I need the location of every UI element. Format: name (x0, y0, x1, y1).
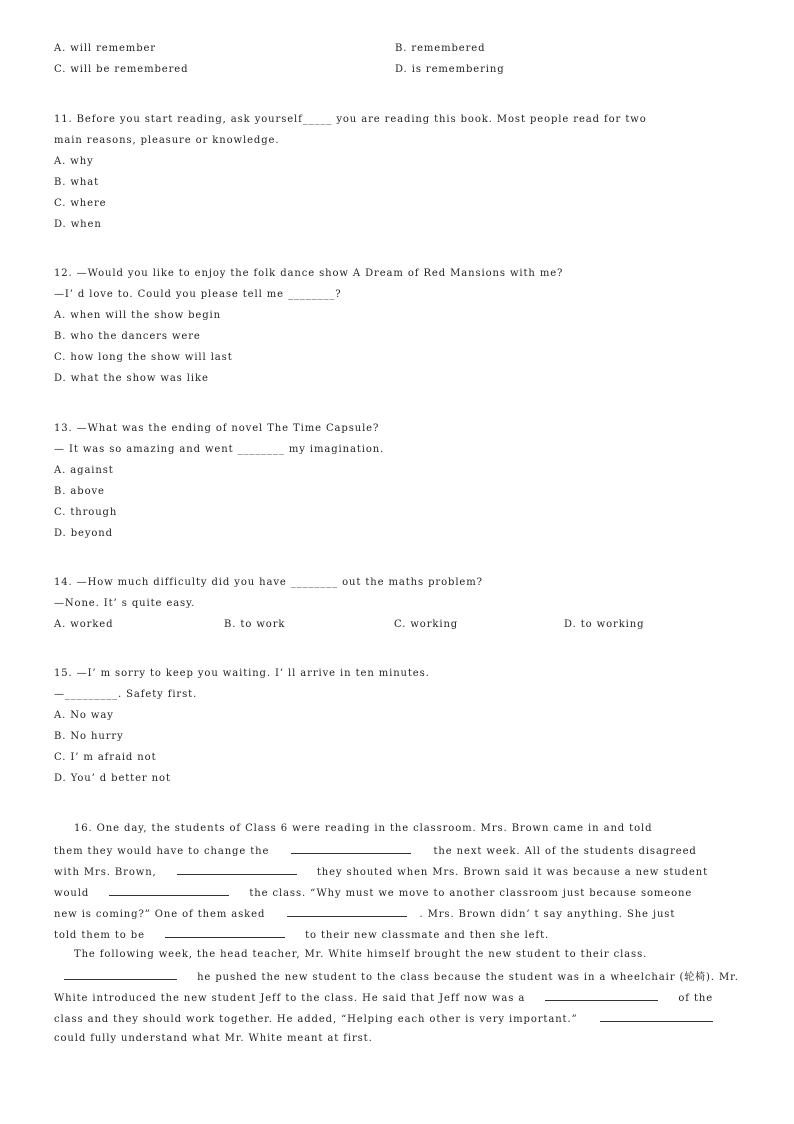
q16-text: of the (678, 993, 714, 1004)
q16-text: he pushed the new student to the class because the student was in a wheelchair (轮椅). Mr. (197, 972, 739, 983)
q16-blank-4[interactable] (287, 906, 407, 917)
q16-paragraph-1-line-3 (54, 864, 708, 880)
q16-paragraph-1-line-4 (54, 885, 692, 901)
q10-option-d: D. is remembering (395, 64, 505, 75)
q15-option-b: B. No hurry (54, 731, 124, 742)
q16-paragraph-2-line-1: The following week, the head teacher, Mr. White himself brought the new student to their class. (74, 949, 648, 960)
q16-blank-5[interactable] (165, 927, 285, 938)
q16-paragraph-2-line-2 (64, 969, 739, 985)
q11-stem-line-1: 11. Before you start reading, ask yourself_____ you are reading this book. Most people read for two (54, 114, 647, 125)
q10-option-a: A. will remember (54, 43, 156, 54)
q13-stem-line-1: 13. —What was the ending of novel The Time Capsule? (54, 423, 380, 434)
q11-option-d: D. when (54, 219, 102, 230)
q16-paragraph-1-line-5 (54, 906, 675, 922)
q16-text: . Mrs. Brown didn’ t say anything. She just (419, 909, 676, 920)
q14-option-d: D. to working (564, 619, 645, 630)
q16-text: class and they should work together. He added, “Helping each other is very important.” (54, 1014, 578, 1025)
q16-paragraph-2-line-3 (54, 990, 713, 1006)
q15-option-c: C. I’ m afraid not (54, 752, 157, 763)
q16-paragraph-2-line-4 (54, 1011, 713, 1027)
q11-option-c: C. where (54, 198, 107, 209)
q16-text: with Mrs. Brown, (54, 867, 157, 878)
q16-blank-3[interactable] (109, 885, 229, 896)
q15-option-a: A. No way (54, 710, 114, 721)
q13-option-c: C. through (54, 507, 118, 518)
q13-option-d: D. beyond (54, 528, 113, 539)
q16-blank-8[interactable] (600, 1011, 713, 1022)
q16-blank-2[interactable] (177, 864, 297, 875)
q10-option-c: C. will be remembered (54, 64, 189, 75)
q16-text: the class. “Why must we move to another classroom just because someone (249, 888, 693, 899)
q13-option-a: A. against (54, 465, 114, 476)
q15-option-d: D. You’ d better not (54, 773, 171, 784)
q12-option-d: D. what the show was like (54, 373, 209, 384)
q16-text: told them to be (54, 930, 145, 941)
q14-stem-line-2: —None. It’ s quite easy. (54, 598, 196, 609)
q14-option-a: A. worked (54, 619, 114, 630)
q16-paragraph-2-line-5: could fully understand what Mr. White meant at first. (54, 1033, 373, 1044)
q15-stem-line-2: —_________. Safety first. (54, 689, 198, 700)
q10-option-b: B. remembered (395, 43, 486, 54)
q12-option-b: B. who the dancers were (54, 331, 201, 342)
q15-stem-line-1: 15. —I’ m sorry to keep you waiting. I’ ll arrive in ten minutes. (54, 668, 430, 679)
q16-text: them they would have to change the (54, 846, 270, 857)
q16-paragraph-1-line-6 (54, 927, 549, 943)
q13-option-b: B. above (54, 486, 105, 497)
q13-stem-line-2: — It was so amazing and went ________ my imagination. (54, 444, 385, 455)
q14-option-b: B. to work (224, 619, 286, 630)
q16-text: to their new classmate and then she left. (305, 930, 550, 941)
q16-paragraph-1-line-1: 16. One day, the students of Class 6 were reading in the classroom. Mrs. Brown came in and told (74, 823, 653, 834)
q14-stem-line-1: 14. —How much difficulty did you have ________ out the maths problem? (54, 577, 483, 588)
q16-text: would (54, 888, 90, 899)
q12-stem-line-1: 12. —Would you like to enjoy the folk dance show A Dream of Red Mansions with me? (54, 268, 564, 279)
q16-text: new is coming?” One of them asked (54, 909, 266, 920)
q16-paragraph-1-line-2 (54, 843, 697, 859)
q16-text: they shouted when Mrs. Brown said it was because a new student (316, 867, 709, 878)
q11-stem-line-2: main reasons, pleasure or knowledge. (54, 135, 280, 146)
q16-blank-6[interactable] (64, 969, 177, 980)
q16-text: White introduced the new student Jeff to the class. He said that Jeff now was a (54, 993, 526, 1004)
q16-blank-1[interactable] (291, 843, 411, 854)
q16-text: the next week. All of the students disagreed (433, 846, 697, 857)
q14-option-c: C. working (394, 619, 459, 630)
q12-option-c: C. how long the show will last (54, 352, 233, 363)
q16-blank-7[interactable] (545, 990, 658, 1001)
q11-option-a: A. why (54, 156, 94, 167)
q11-option-b: B. what (54, 177, 99, 188)
q12-stem-line-2: —I’ d love to. Could you please tell me ________? (54, 289, 342, 300)
q12-option-a: A. when will the show begin (54, 310, 221, 321)
